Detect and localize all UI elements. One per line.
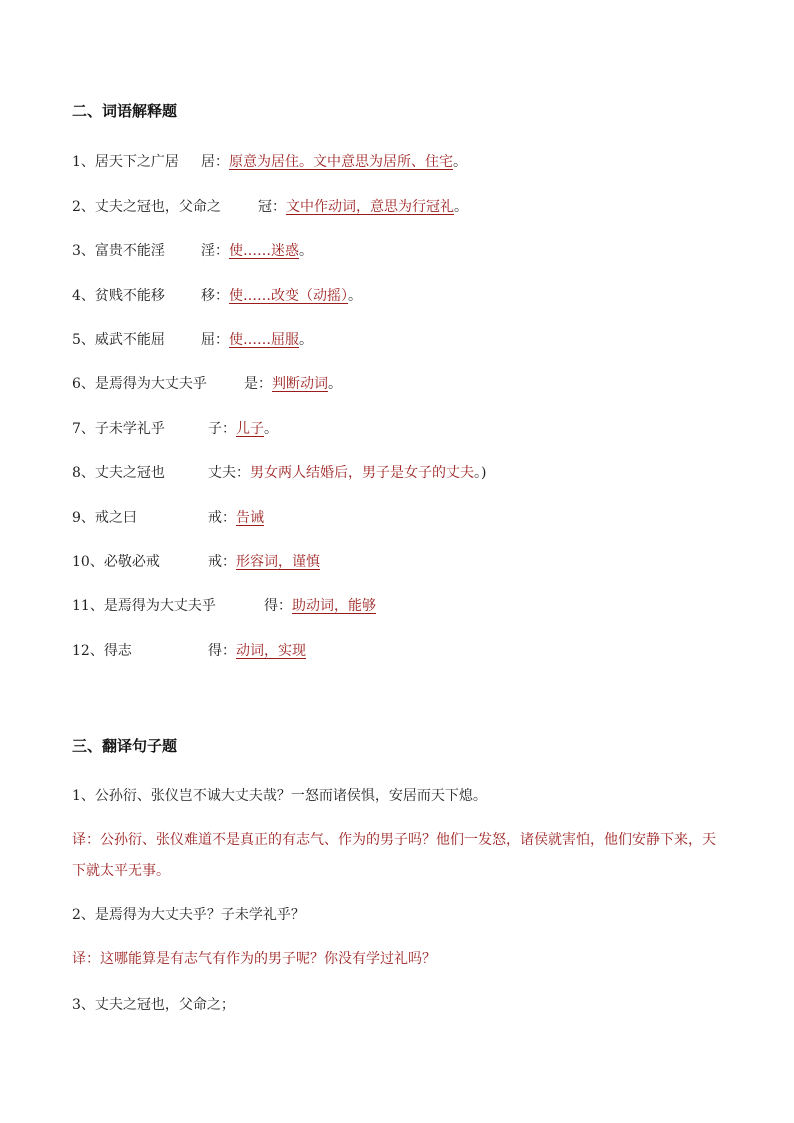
item-gloss [201,152,467,172]
item-term: 子未学礼乎 [94,421,165,437]
item-number: 8、 [72,465,95,481]
item-number: 5、 [72,332,95,348]
vocab-item-2 [72,197,468,217]
sentence-source-3: 3、丈夫之冠也，父命之； [72,997,235,1013]
item-gloss [208,463,486,483]
sentence-translation-1: 译：公孙衍、张仪难道不是真正的有志气、作为的男子吗？他们一发怒，诸侯就害怕，他们安静下来，天下就太平无事。 [72,832,716,879]
item-gloss [208,641,306,661]
item-gloss [208,508,264,528]
item-label: 移： [201,288,229,304]
item-number: 9、 [72,510,95,526]
item-term: 居天下之广居 [94,154,179,170]
item-term: 富贵不能淫 [94,243,165,259]
item-end: 。) [474,465,487,481]
item-gloss [264,596,376,616]
sentence-translation-2: 译：这哪能算是有志气有作为的男子呢？你没有学过礼吗？ [72,951,436,967]
vocab-item-11 [72,596,376,616]
item-end: 。 [328,376,342,392]
item-label: 淫： [201,243,229,259]
item-end: 。 [453,154,467,170]
item-gloss [201,241,313,261]
section2-heading: 二、词语解释题 [72,102,178,120]
item-number: 2、 [72,199,95,215]
item-label: 丈夫： [208,465,250,481]
item-number: 10、 [72,554,104,570]
item-answer: 动词，实现 [236,643,306,659]
vocab-item-4 [72,286,362,306]
item-end: 。 [299,332,313,348]
vocab-item-12 [72,641,306,661]
item-term: 是焉得为大丈夫乎 [94,376,207,392]
item-gloss [244,374,342,394]
item-gloss [208,552,320,572]
vocab-item-1 [72,152,467,172]
item-label: 是： [244,376,272,392]
item-term: 丈夫之冠也，父命之 [94,199,221,215]
item-answer: 告诫 [236,510,264,526]
item-end: 。 [299,243,313,259]
vocab-item-9 [72,508,264,528]
item-label: 子： [208,421,236,437]
item-term: 威武不能屈 [94,332,165,348]
item-number: 4、 [72,288,95,304]
item-term: 戒之曰 [94,510,137,526]
item-end: 。 [264,421,278,437]
item-term: 是焉得为大丈夫乎 [103,598,216,614]
item-term: 得志 [103,643,132,659]
item-answer: 形容词，谨慎 [236,554,320,570]
item-gloss [201,286,362,306]
item-end: 。 [348,288,362,304]
item-term: 必敬必戒 [103,554,160,570]
item-label: 得： [264,598,292,614]
item-answer: 文中作动词，意思为行冠礼 [286,199,454,215]
item-end: 。 [454,199,468,215]
item-number: 7、 [72,421,95,437]
vocab-item-6 [72,374,342,394]
item-term: 贫贱不能移 [94,288,165,304]
vocab-item-8 [72,463,487,483]
item-answer: 男女两人结婚后，男子是女子的丈夫 [250,465,474,481]
item-answer: 判断动词 [272,376,328,392]
item-answer: 使……迷惑 [229,243,299,259]
item-label: 戒： [208,554,236,570]
item-gloss [201,330,313,350]
item-gloss [258,197,468,217]
item-number: 6、 [72,376,95,392]
item-label: 戒： [208,510,236,526]
item-label: 屈： [201,332,229,348]
item-label: 得： [208,643,236,659]
sentence-source-2: 2、是焉得为大丈夫乎？子未学礼乎？ [72,907,305,923]
item-answer: 助动词，能够 [292,598,376,614]
item-label: 冠： [258,199,286,215]
item-label: 居： [201,154,229,170]
item-number: 11、 [72,598,104,614]
item-answer: 使……改变（动摇） [229,288,348,304]
vocab-item-7 [72,419,278,439]
item-number: 3、 [72,243,95,259]
item-term: 丈夫之冠也 [94,465,165,481]
vocab-item-3 [72,241,313,261]
item-number: 1、 [72,154,95,170]
sentence-source-1: 1、公孙衍、张仪岂不诚大丈夫哉？一怒而诸侯惧，安居而天下熄。 [72,788,487,804]
item-gloss [208,419,278,439]
vocab-item-10 [72,552,320,572]
item-answer: 儿子 [236,421,264,437]
vocab-item-5 [72,330,313,350]
item-answer: 原意为居住。文中意思为居所、住宅 [229,154,453,170]
item-number: 12、 [72,643,104,659]
item-answer: 使……屈服 [229,332,299,348]
section3-heading: 三、翻译句子题 [72,737,178,755]
